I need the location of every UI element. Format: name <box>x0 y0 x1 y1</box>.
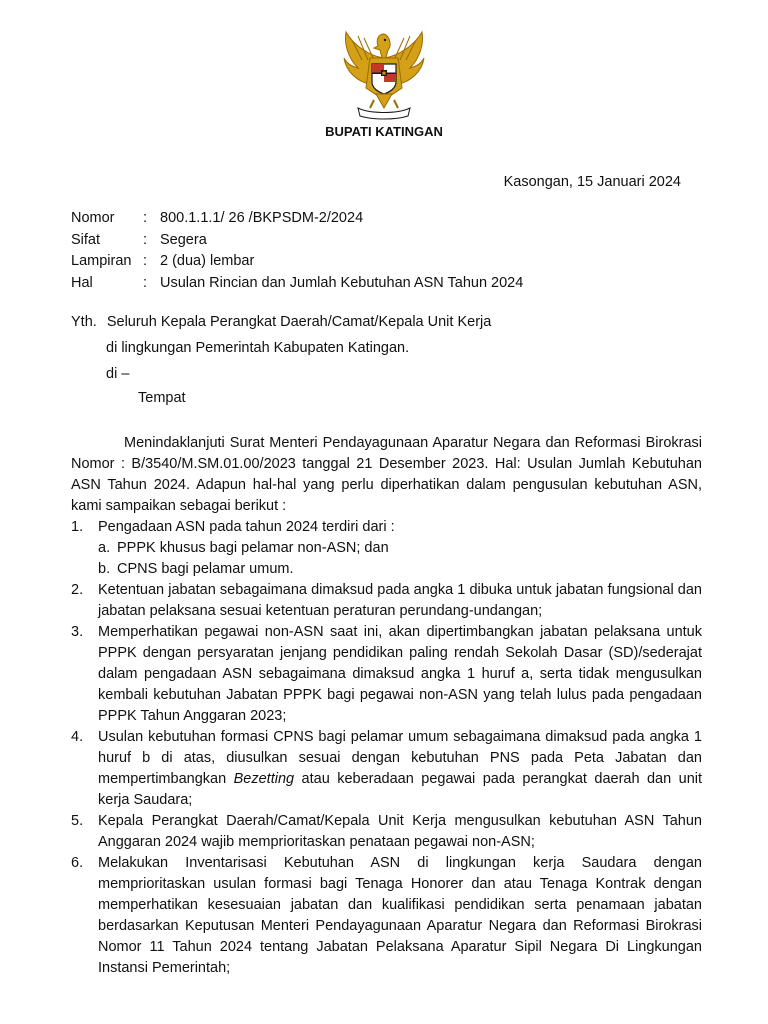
recipient-line-2: di lingkungan Pemerintah Kabupaten Katingan. <box>106 340 410 356</box>
intro-paragraph <box>71 433 702 517</box>
list-text: Ketentuan jabatan sebagaimana dimaksud pada angka 1 dibuka untuk jabatan fungsional dan jabatan pelaksana sesuai ketentuan peraturan perundang-undangan; <box>98 582 702 619</box>
list-item <box>71 517 702 580</box>
recipient-name: Seluruh Kepala Perangkat Daerah/Camat/Kepala Unit Kerja <box>106 314 492 330</box>
intro-text: Menindaklanjuti Surat Menteri Pendayagunaan Aparatur Negara dan Reformasi Birokrasi Nomor : B/3540/M.SM.01.00/2023 tanggal 21 Desember 2023. Hal: Usulan Jumlah Kebutuhan ASN Tahun 2024. Adapun hal-hal yang perlu diperhatikan dalam pengusulan kebutuhan ASN, kami sampaikan sebagai berikut : <box>71 435 702 514</box>
numbered-list <box>71 517 702 979</box>
meta-colon: : <box>143 253 148 269</box>
list-number: 5. <box>71 813 84 829</box>
sub-number: a. <box>98 540 111 556</box>
meta-colon: : <box>143 210 148 226</box>
recipient-di: di – <box>106 366 130 382</box>
recipient-yth: Yth. <box>71 314 97 330</box>
meta-row-lampiran <box>71 251 523 273</box>
list-text: Pengadaan ASN pada tahun 2024 terdiri dari : <box>98 519 395 535</box>
list-item <box>71 580 702 622</box>
letter-date: Kasongan, 15 Januari 2024 <box>503 174 681 190</box>
list-text <box>98 727 702 811</box>
list-item <box>71 622 702 727</box>
meta-key: Nomor <box>71 210 115 226</box>
meta-row-hal <box>71 273 523 295</box>
list-item <box>71 727 702 811</box>
meta-value: Usulan Rincian dan Jumlah Kebutuhan ASN Tahun 2024 <box>160 274 524 291</box>
garuda-emblem-icon <box>340 28 428 120</box>
list-text-post: atau keberadaan pegawai pada perangkat daerah dan unit kerja Saudara; <box>98 771 703 808</box>
meta-key: Lampiran <box>71 253 132 269</box>
list-text: Melakukan Inventarisasi Kebutuhan ASN di lingkungan kerja Saudara dengan memprioritaskan usulan formasi bagi Tenaga Honorer dan atau Tenaga Kontrak dengan memperhatikan kesesuaian jabatan dan kualifikasi pendidikan serta penamaan jabatan berdasarkan Keputusan Menteri Pendayagunaan Aparatur Negara dan Reformasi Birokrasi Nomor 11 Tahun 2024 tentang Jabatan Pelaksana Aparatur Sipil Negara Di Lingkungan Instansi Pemerintah; <box>98 855 702 976</box>
meta-key: Sifat <box>71 231 101 248</box>
list-number: 1. <box>71 519 84 535</box>
list-text: Memperhatikan pegawai non-ASN saat ini, akan dipertimbangkan jabatan pelaksana untuk PPPK dengan persyaratan jenjang pendidikan paling rendah Sekolah Dasar (SD)/sederajat dalam pengadaan ASN sebagaimana dimaksud angka 1 huruf a, serta tidak mengusulkan kembali kebutuhan Jabatan PPPK bagi pegawai non-ASN yang telah lulus pada pengadaan PPPK Tahun Anggaran 2023; <box>98 624 702 724</box>
meta-key: Hal <box>71 274 93 291</box>
sub-number: b. <box>98 561 111 577</box>
meta-colon: : <box>143 231 148 248</box>
list-item <box>71 853 702 979</box>
list-number: 2. <box>71 582 84 598</box>
recipient-line-1 <box>71 314 491 330</box>
list-text-pre: Usulan kebutuhan formasi CPNS bagi pelamar umum sebagaimana dimaksud pada angka 1 huruf b di atas, diusulkan sesuai dengan kebutuhan PNS pada Peta Jabatan dan mempertimbangkan <box>98 729 702 787</box>
sub-text: CPNS bagi pelamar umum. <box>117 561 294 577</box>
sub-text: PPPK khusus bagi pelamar non-ASN; dan <box>117 540 389 556</box>
recipient-tempat: Tempat <box>138 390 186 406</box>
letterhead-title: BUPATI KATINGAN <box>325 124 443 139</box>
meta-value: Segera <box>160 231 207 248</box>
sub-item <box>98 538 702 559</box>
meta-row-sifat <box>71 230 523 252</box>
list-text: Kepala Perangkat Daerah/Camat/Kepala Unit Kerja mengusulkan kebutuhan ASN Tahun Anggaran 2024 wajib memprioritaskan penataan pegawai non-ASN; <box>98 813 702 850</box>
list-number: 3. <box>71 624 84 640</box>
sub-item <box>98 559 702 580</box>
list-number: 6. <box>71 855 84 871</box>
list-item <box>71 811 702 853</box>
meta-value: 2 (dua) lembar <box>160 253 255 269</box>
list-text-emphasis: Bezetting <box>233 771 295 787</box>
meta-colon: : <box>143 274 148 291</box>
letter-meta <box>71 208 523 294</box>
list-number: 4. <box>71 729 84 745</box>
meta-row-nomor <box>71 208 523 230</box>
meta-value: 800.1.1.1/ 26 /BKPSDM-2/2024 <box>160 210 364 226</box>
